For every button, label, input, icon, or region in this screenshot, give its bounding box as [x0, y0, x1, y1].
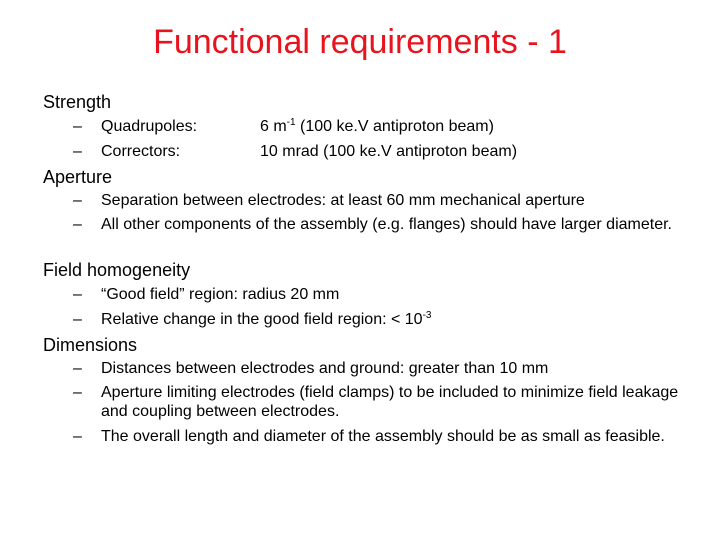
bullet-dash: –: [73, 192, 82, 209]
bullet-dash: –: [73, 311, 82, 328]
item-text: Distances between electrodes and ground: greater than 10 mm: [101, 360, 549, 377]
heading-aperture: Aperture: [43, 167, 113, 187]
list-item: [73, 191, 693, 210]
bullet-dash: –: [73, 118, 82, 135]
bullet-dash: –: [73, 360, 82, 377]
item-text: All other components of the assembly (e.g. flanges) should have larger diameter.: [101, 216, 672, 233]
heading-dimensions: Dimensions: [43, 335, 138, 355]
list-item: [73, 285, 693, 304]
item-text: Aperture limiting electrodes (field clamps) to be included to minimize field leakage and coupling between electrodes.: [101, 384, 679, 420]
list-item: [73, 427, 693, 446]
bullet-dash: –: [73, 428, 82, 445]
strength-row-correctors: [73, 142, 693, 162]
strength-label: Quadrupoles:: [101, 118, 198, 135]
list-item: [73, 383, 693, 421]
item-text: The overall length and diameter of the assembly should be as small as feasible.: [101, 428, 665, 445]
list-item: [73, 310, 693, 329]
item-text: “Good field” region: radius 20 mm: [101, 286, 340, 303]
bullet-dash: –: [73, 143, 82, 160]
strength-value: 6 $m^{-1}$ (100 ke.V antiproton beam): [260, 117, 494, 135]
list-item: [73, 359, 693, 378]
bullet-dash: –: [73, 286, 82, 303]
heading-field-homogeneity: Field homogeneity: [43, 260, 191, 280]
slide-title: Functional requirements - 1: [153, 23, 567, 61]
strength-row-quadrupoles: [73, 117, 693, 137]
bullet-dash: –: [73, 384, 82, 401]
strength-label: Correctors:: [101, 143, 181, 160]
bullet-dash: –: [73, 216, 82, 233]
list-item: [73, 215, 693, 234]
item-text: Separation between electrodes: at least 60 mm mechanical aperture: [101, 192, 585, 209]
item-text: Relative change in the good field region: < $10^{-3}$: [101, 310, 432, 328]
strength-value: 10 mrad (100 ke.V antiproton beam): [260, 143, 518, 160]
heading-strength: Strength: [43, 92, 112, 112]
